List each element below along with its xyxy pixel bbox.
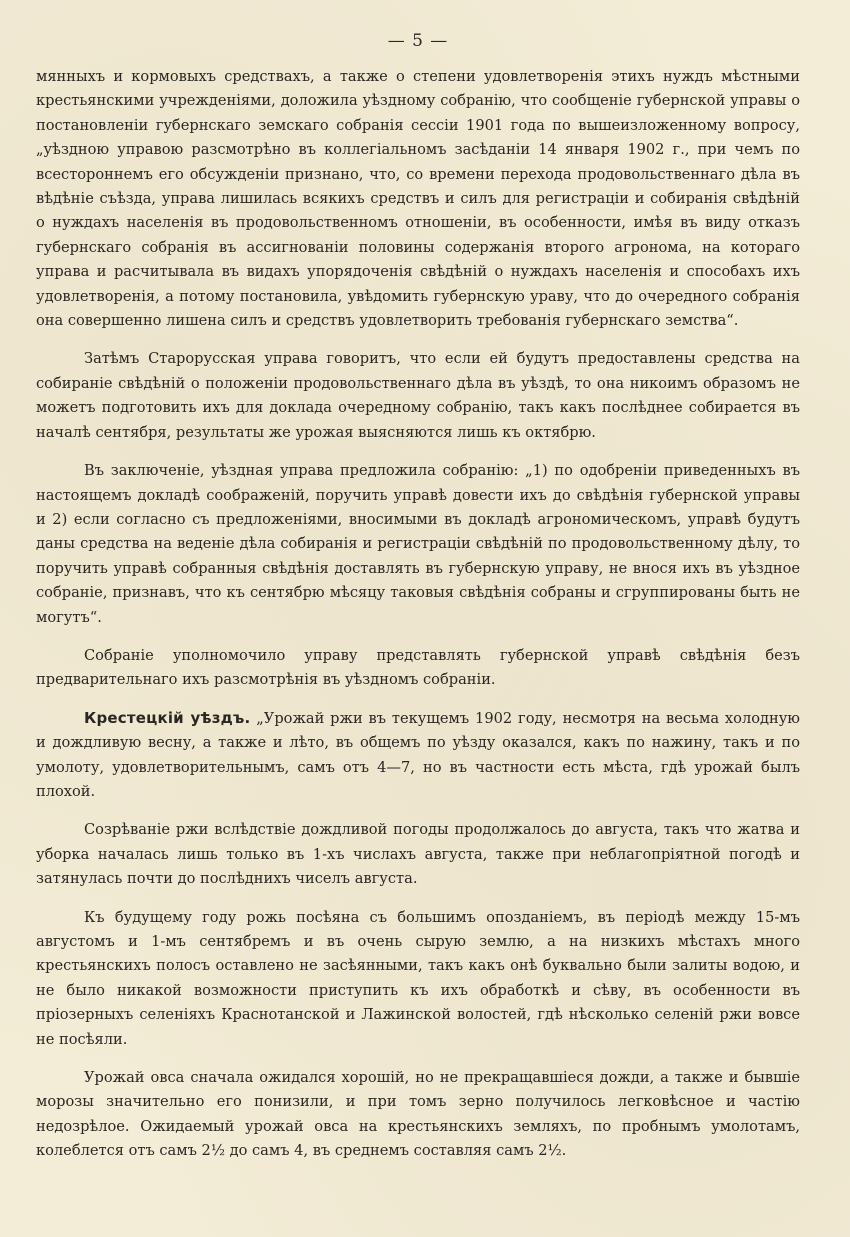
paragraph bbox=[36, 905, 800, 1052]
paragraph bbox=[36, 346, 800, 445]
paragraph-text: „Урожай ржи въ текущемъ 1902 году, несмотря на весьма холодную и дождливую весну, а также и лѣто, въ общемъ по уѣзду оказался, какъ по нажину, такъ и по умолоту, удовлетворительнымъ, самъ отъ 4—7, но въ частности есть мѣста, гдѣ урожай былъ плохой. bbox=[36, 709, 800, 800]
paragraph bbox=[36, 643, 800, 693]
paragraph bbox=[36, 64, 800, 333]
paragraph bbox=[36, 1065, 800, 1164]
section-heading: Крестецкій уѣздъ. bbox=[84, 708, 251, 727]
paragraph-text: Въ заключеніе, уѣздная управа предложила собранію: „1) по одобреніи приведенныхъ въ настоящемъ докладѣ соображеній, поручить управѣ довести ихъ до свѣдѣнія губернской управы и 2) если согласно съ предложеніями, вносимыми въ докладѣ агрономическомъ, управѣ будутъ даны средства на веденіе дѣла собиранія и регистраціи свѣдѣній по продовольственному дѣлу, то поручить управѣ собранныя свѣдѣнія доставлять въ губернскую управу, не внося ихъ въ уѣздное собраніе, признавъ, что къ сентябрю мѣсяцу таковыя свѣдѣнія собраны и сгруппированы быть не могутъ“. bbox=[36, 462, 800, 626]
paragraph-text: Созрѣваніе ржи вслѣдствіе дождливой погоды продолжалось до августа, такъ что жатва и уборка началась лишь только въ 1-хъ числахъ августа, также при неблагопріятной погодѣ и затянулась почти до послѣднихъ чиселъ августа. bbox=[36, 821, 800, 888]
paragraph-text: Затѣмъ Старорусская управа говоритъ, что если ей будутъ предоставлены средства на собираніе свѣдѣній о положеніи продовольственнаго дѣла въ уѣздѣ, то она никоимъ образомъ не можетъ подготовить ихъ для доклада очередному собранію, такъ какъ послѣднее собирается въ началѣ сентября, результаты же урожая выясняются лишь къ октябрю. bbox=[36, 350, 800, 441]
paragraph-text: Собраніе уполномочило управу представлять губернской управѣ свѣдѣнія безъ предварительнаго ихъ разсмотрѣнія въ уѣздномъ собраніи. bbox=[36, 646, 800, 689]
paragraph-text: Урожай овса сначала ожидался хорошій, но не прекращавшіеся дожди, а также и бывшіе морозы значительно его понизили, и при томъ зерно получилось легковѣсное и частію недозрѣлое. Ожидаемый урожай овса на крестьянскихъ земляхъ, по пробнымъ умолотамъ, колеблется отъ самъ 2½ до самъ 4, въ среднемъ составляя самъ 2½. bbox=[36, 1069, 800, 1160]
paragraph bbox=[36, 706, 800, 805]
paragraph bbox=[36, 458, 800, 630]
page-number: — 5 — bbox=[387, 31, 449, 51]
paragraph-text: Къ будущему году рожь посѣяна съ большимъ опозданіемъ, въ періодѣ между 15-мъ августомъ и 1-мъ сентябремъ и въ очень сырую землю, а на низкихъ мѣстахъ много крестьянскихъ полосъ оставлено не засѣянными, такъ какъ онѣ буквально были залиты водою, и не было никакой возможности приступить къ ихъ обработкѣ и сѣву, въ особенности въ пріозерныхъ селеніяхъ Краснотанской и Лажинской волостей, гдѣ нѣсколько селеній ржи вовсе не посѣяли. bbox=[36, 908, 800, 1048]
paragraph bbox=[36, 817, 800, 891]
paragraph-text: мянныхъ и кормовыхъ средствахъ, а также о степени удовлетворенія этихъ нуждъ мѣстными крестьянскими учрежденіями, доложила уѣздному собранію, что сообщеніе губернской управы о постановленіи губернскаго земскаго собранія сессіи 1901 года по вышеизложенному вопросу, „уѣздною управою разсмотрѣно въ коллегіальномъ засѣданіи 14 января 1902 г., при чемъ по всестороннемъ его обсужденіи признано, что, со времени перехода продовольственнаго дѣла въ вѣдѣніе съѣзда, управа лишилась всякихъ средствъ и силъ для регистраціи и собиранія свѣдѣній о нуждахъ населенія въ продовольственномъ отношеніи, въ особенности, имѣя въ виду отказъ губернскаго собранія въ ассигнованіи половины содержанія второго агронома, на котораго управа и расчитывала въ видахъ упорядоченія свѣдѣній о нуждахъ населенія и способахъ ихъ удовлетворенія, а потому постановила, увѣдомить губернскую ураву, что до очередного собранія она совершенно лишена силъ и средствъ удовлетворить требованія губернскаго земства“. bbox=[36, 68, 800, 330]
